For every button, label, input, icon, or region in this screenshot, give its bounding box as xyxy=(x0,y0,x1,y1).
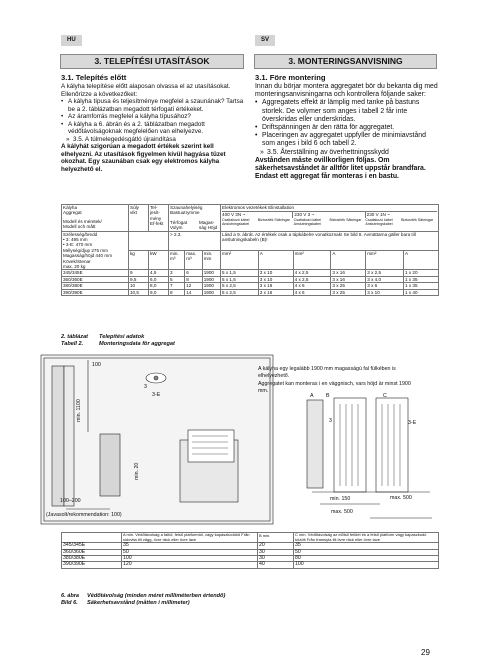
unit-cell: mm² xyxy=(221,251,259,270)
heater-side-view xyxy=(100,434,120,496)
cross-reference: » 3.5. A túlmelegedésgátló újraindítása xyxy=(61,136,244,144)
dim-min-20: min. 20 xyxy=(134,462,140,480)
figure-note-sv: Aggregatet kan monteras i en väggnisch, vars höjd är minst 1900 mm. xyxy=(258,381,411,394)
table-row: 390/390E 10,5 9,0 8 14 1900 5 x 2,5 3 x 16 4 x 6 3 x 25 3 x 10 1 x 40 xyxy=(62,289,439,295)
th-weight: Súly vikt xyxy=(129,205,149,232)
check-item: • A kályha a 6. ábrán és a 2. táblázatban megadott védőtávolságoknak megfelelően van elhelyezve. xyxy=(61,121,244,136)
unit-cell: max. m³ xyxy=(185,251,203,270)
dim-min-150: min. 150 xyxy=(330,496,351,502)
label-b: B xyxy=(326,393,330,399)
cable-note: Lásd a 9. ábrát. Az értékek csak a tápkábelre vonatkoznak! Se bild 8. Avmättarna gäller bara till anslutningskabeln (B)! xyxy=(221,231,439,250)
label-3: 3 xyxy=(144,384,147,390)
intro-hu: A kályha telepítése előtt alaposan olvassa el az utasításokat. Ellenőrizze a következőket: xyxy=(61,83,231,98)
language-tag-hu: HU xyxy=(61,35,82,46)
unit-cell: min. m³ xyxy=(169,251,185,270)
figure-note-hu: A kályha egy legalább 1900 mm magasságú fal fülkében is elhelyezhető. xyxy=(258,366,396,379)
unit-cell: kW xyxy=(149,251,169,270)
page-number: 29 xyxy=(421,648,430,657)
label-3-plan: 3 xyxy=(329,418,332,424)
heading-sv: 3.1. Före montering xyxy=(255,73,326,82)
th-power: Tel-jesít-mény Ef-fekt xyxy=(149,205,169,232)
cross-reference: » 3.5. Återställning av överhettningsskydd xyxy=(255,149,439,157)
table-row: 345/345E 35 20 35 xyxy=(62,543,439,549)
check-item: • A kályha típusa és teljesítménye megfelel a szaunának? Tartsa be a 2. táblázatban megadott térfogati értékeket. xyxy=(61,98,244,113)
figure-note xyxy=(258,366,418,394)
checklist-hu xyxy=(61,98,244,143)
th-b: B min. xyxy=(258,533,294,543)
th-model: Kályha Aggregat Modell és méretek/ Modell och mått xyxy=(62,205,129,232)
dim-max-500-b: max. 500 xyxy=(390,495,412,501)
table2-caption: 2. táblázat Telepítési adatok Tabell 2. Monteringsdata för aggregat xyxy=(61,334,175,347)
unit-cell: mm² xyxy=(293,251,331,270)
section-ref: > 2.3. xyxy=(169,231,221,250)
dim-max-500-a: max. 500 xyxy=(331,509,353,515)
unit-cell: A xyxy=(403,251,438,270)
dim-recommendation: (Javasolt/rekommendation: 100) xyxy=(46,512,122,518)
warning-sv: Avstånden måste ovillkorligen följas. Om säkerhetsavståndet är alltför litet uppstår brandfara. Endast ett aggregat får monteras i en bastu. xyxy=(255,156,426,181)
check-item: • Aggregatets effekt är lämplig med tanke på bastuns storlek. De volymer som anges i tabell 2 får inte överskridas eller underskridas. xyxy=(255,99,439,124)
table-row: 390/390E 120 40 100 xyxy=(62,562,439,568)
dim-100: 100 xyxy=(92,362,101,368)
column-hu xyxy=(61,73,244,173)
figure6-caption: 6. ábra Védőtávolság (minden méret milliméterben értendő) Bild 6. Säkerhetsavstånd (måtten i millimeter) xyxy=(61,593,226,606)
table-row: 380/380E 100 30 80 xyxy=(62,556,439,562)
label-3e: 3-E xyxy=(152,392,161,398)
check-item: • Driftspänningen är den rätta för aggregatet. xyxy=(255,124,439,132)
check-item: • Az áramforrás megfelel a kályha típusához? xyxy=(61,113,244,121)
column-sv xyxy=(255,73,439,181)
section-header-sv: 3. MONTERINGSANVISNING xyxy=(254,54,437,69)
table-row: 380/380E 10 8,0 7 12 1900 5 x 2,5 3 x 16 4 x 6 3 x 25 3 x 6 1 x 35 xyxy=(62,283,439,289)
dim-range: 100–200 xyxy=(60,498,81,504)
unit-cell: A xyxy=(258,251,293,270)
language-tag-sv: SV xyxy=(255,35,275,46)
unit-cell: A xyxy=(331,251,366,270)
table-row: 345/345E 9 4,5 3 6 1900 5 x 1,5 3 x 10 4 x 2,5 3 x 16 3 x 2,5 1 x 20 xyxy=(62,270,439,276)
label-a: A xyxy=(310,393,314,399)
heading-hu: 3.1. Telepítés előtt xyxy=(61,73,127,82)
unit-cell: mm² xyxy=(366,251,404,270)
section-header-hu: 3. TELEPÍTÉSI UTASÍTÁSOK xyxy=(60,54,244,69)
td-dimensions: Szélesség/bredd • 3: 495 mm • 3-E: 470 mm Mélység/djup 275 mm Magasság/höjd 440 mm Kövek/Stenar max. 20 kg xyxy=(62,231,129,270)
warning-hu: A kályhát szigorúan a megadott értékek szerint kell elhelyezni. Az utasítások figyelmen kívül hagyása tüzet okozhat. Egy szaunában csak egy elektromos kályha helyezhető el. xyxy=(61,143,226,173)
th-c: C min. Védőtávolság az előlső felület és a felső platform vagy kapaszkodó között Från framsyta till övre räck eller övre lave xyxy=(294,533,439,543)
safety-distance-table xyxy=(61,532,439,569)
heater-3e-plan xyxy=(376,398,408,492)
th-electrical: Elektromos vezetékek Elinstallation 400 V 3N ~ 230 V 3 ~ 230 V 1N ~ Csatlakozó kábel Anslutningskabel Biztosíték Säkringar Csatlakozó kábel Anslutningskabel Biztosíték Säkringar Csatlakozó kábel Anslutningskabel Biztosíték Säkringar xyxy=(221,205,439,232)
th-room: Szaunahelyiség Bastuutrymme Térfogat Volym Magas-ság Höjd xyxy=(169,205,221,232)
check-item: • Placeringen av aggregatet uppfyller de minimiavstånd som anges i bild 6 och tabell 2. xyxy=(255,132,439,148)
th-a: A min. Védőtávolság a faltól, felső platformtól, vagy kapaszkodótól Från sidovtta till vägg, övre räck eller övre lave xyxy=(122,533,258,543)
intro-sv: Innan du börjar montera aggregatet bör du bekanta dig med monteringsanvisningarna och kontrollera följande saker: xyxy=(255,83,438,99)
table-row: 360/360E 9,5 6,0 5 8 1900 5 x 1,5 3 x 10 4 x 2,5 3 x 16 3 x 4,0 1 x 35 xyxy=(62,276,439,282)
table-row: 360/360E 50 30 50 xyxy=(62,549,439,555)
label-3e-plan: 3-E xyxy=(408,420,417,426)
unit-cell: kg xyxy=(129,251,149,270)
checklist-sv xyxy=(255,99,439,156)
unit-cell: min. mm xyxy=(202,251,220,270)
installation-data-table xyxy=(61,204,439,296)
heater-3-plan xyxy=(334,398,366,492)
dim-min-1100: min. 1100 xyxy=(76,399,82,422)
label-c: C xyxy=(383,393,387,399)
